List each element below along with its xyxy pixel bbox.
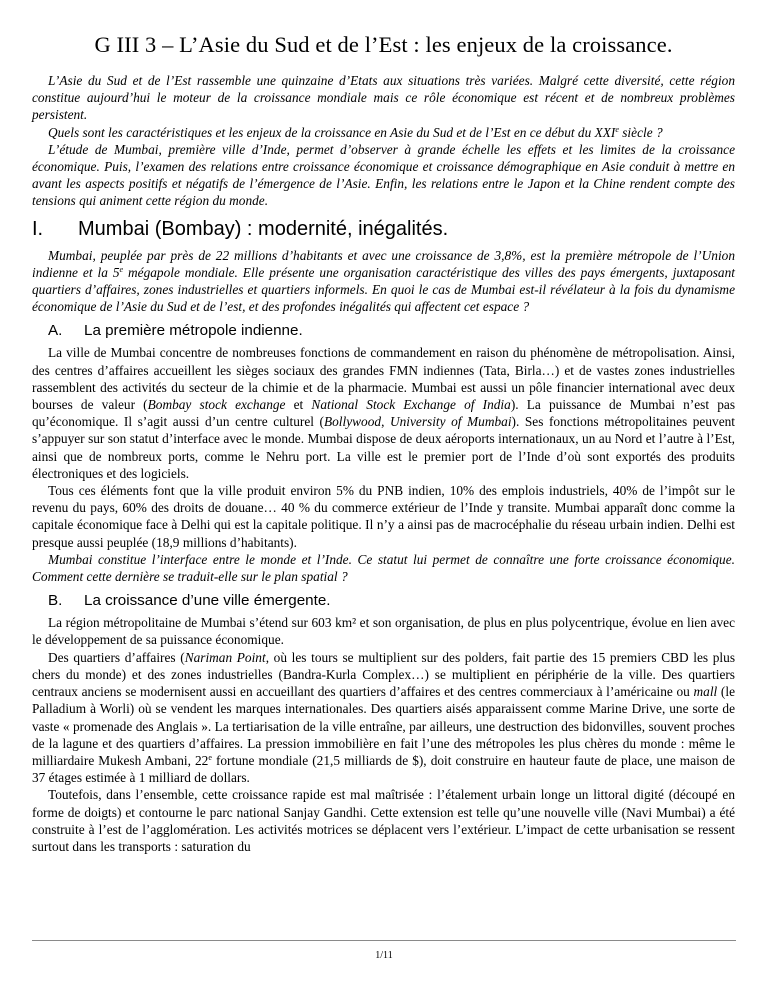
subsection-b-title: La croissance d’une ville émergente. [84, 592, 331, 610]
page-number: 1/11 [375, 950, 393, 961]
section-1-title: Mumbai (Bombay) : modernité, inégalités. [78, 217, 449, 240]
footer-divider [32, 940, 736, 941]
section-1-heading [32, 218, 735, 240]
subsection-b-paragraph-3: Toutefois, dans l’ensemble, cette croissance rapide est mal maîtrisée : l’étalement urbain longe un littoral digité (découpé en forme de doigts) et contourne le parc national Sanjay Gandhi. Cette extension est telle qu’une nouvelle ville (Navi Mumbai) a été construite à l’est de l’agglomération. Les activités motrices se déplacent vers l’extérieur. L’impact de cette urbanisation se ressent surtout dans les transports : saturation du [32, 787, 735, 854]
subsection-b-paragraph-2: Des quartiers d’affaires (Nariman Point, où les tours se multiplient sur des polders, fait partie des 15 premiers CBD les plus chers du monde) et des zones industrielles (Bandra-Kurla Complex…) se multiplient en périphérie de la ville. Des quartiers centraux anciens se modernisent aussi en accueillant des quartiers d’affaires et des centres commerciaux à l’américaine ou mall (le Palladium à Worli) où se vendent les marques internationales. Des quartiers aisés apparaissent comme Marine Drive, une sorte de vaste « promenade des Anglais ». La tertiarisation de la ville entraîne, par ailleurs, une destruction des bidonvilles, souvent proches de la lagune et des quartiers d’affaires. La pression immobilière en fait l’une des métropoles les plus chères du monde : même le milliardaire Mukesh Ambani, 22e fortune mondiale (21,5 milliards de $), doit construire en hauteur faute de place, une maison de 37 étages estimée à 1 milliard de dollars. [32, 649, 736, 786]
subsection-a-heading [48, 322, 735, 340]
document-title: G III 3 – L’Asie du Sud et de l’Est : les enjeux de la croissance. [94, 32, 673, 57]
section-1-intro: Mumbai, peuplée par près de 22 millions d’habitants et avec une croissance de 3,8%, est la première métropole de l’Union indienne et la 5e mégapole mondiale. Elle présente une organisation caractéristique des villes des pays émergents, juxtaposant quartiers d’affaires, zones industrielles et quartiers informels. En quoi le cas de Mumbai est-il révélateur à la fois du dynamisme économique de l’Asie du Sud et de l’est, et des profondes inégalités qui affectent cet espace ? [32, 247, 735, 315]
intro-paragraph-1: L’Asie du Sud et de l’Est rassemble une quinzaine d’Etats aux situations très variées. Malgré cette diversité, cette région constitue aujourd’hui le moteur de la croissance mondiale mais ce rôle économique est récent et de nombreux problèmes persistent. [32, 73, 735, 123]
subsection-b-heading [48, 592, 735, 610]
subsection-a-paragraph-1: La ville de Mumbai concentre de nombreuses fonctions de commandement en raison du phénomène de métropolisation. Ainsi, des centres d’affaires accueillent les sièges sociaux des grandes FMN indiennes (Tata, Birla…) et de vastes zones industrielles rassemblent des activités du secteur de la chimie et de la pharmacie. Mumbai est aussi un pôle financier international avec deux bourses de valeur (Bombay stock exchange et National Stock Exchange of India). La puissance de Mumbai n’est pas qu’économique. Il s’agit aussi d’un centre culturel (Bollywood, University of Mumbai). Ses fonctions métropolitaines peuvent s’appuyer sur son statut d’interface avec le monde. Mumbai dispose de deux aéroports internationaux, un au Nord et l’autre à l’Est, ainsi que de nombreux ports, comme le Nehru port. La ville est le premier port de l’Inde d’où sont exportés des produits électroniques et des logiciels. [32, 345, 736, 481]
subsection-a-paragraph-2: Tous ces éléments font que la ville produit environ 5% du PNB indien, 10% des emplois industriels, 40% de l’impôt sur le revenu du pays, 60% des droits de douane… 40 % du commerce extérieur de l’Inde y transite. Mumbai apparaît donc comme la capitale économique face à Delhi qui est la capitale politique. Il n’y a ainsi pas de macrocéphalie du réseau urbain indien. Delhi est presque aussi peuplée (18,9 millions d’habitants). [32, 483, 735, 550]
intro-plan: L’étude de Mumbai, première ville d’Inde, permet d’observer à grande échelle les effets et les limites de la croissance économique. Puis, l’examen des relations entre croissance économique et croissance démographique en Asie conduit à mettre en avant les aspects positifs et négatifs de l’émergence de l’Asie. Enfin, les relations entre le Japon et la Chine rendent compte des tensions qui animent cette région du monde. [32, 141, 735, 209]
intro-question: Quels sont les caractéristiques et les enjeux de la croissance en Asie du Sud et de l’Est en ce début du XXIe siècle ? [48, 124, 663, 140]
subsection-b-number: B. [48, 592, 63, 610]
subsection-a-number: A. [48, 322, 63, 340]
subsection-b-paragraph-1: La région métropolitaine de Mumbai s’étend sur 603 km² et son organisation, de plus en plus polycentrique, évolue en lien avec le développement de sa puissance économique. [32, 615, 735, 648]
subsection-a-title: La première métropole indienne. [84, 322, 303, 340]
subsection-a-conclusion: Mumbai constitue l’interface entre le monde et l’Inde. Ce statut lui permet de connaître une forte croissance économique. Comment cette dernière se traduit-elle sur le plan spatial ? [32, 551, 735, 585]
page-content [32, 30, 735, 855]
section-1-number: I. [32, 217, 44, 240]
